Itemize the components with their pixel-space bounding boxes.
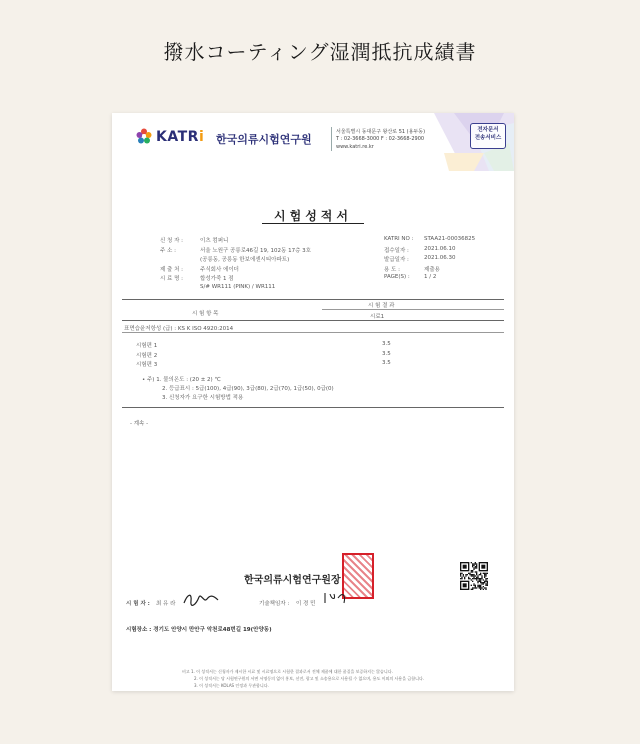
tech-manager-signature — [322, 590, 350, 606]
tech-manager-label: 기술책임자 : — [259, 601, 290, 607]
result-row-label: 시험편 3 — [136, 362, 158, 368]
note-3: 3. 신청자가 요구한 시험방법 적용 — [162, 395, 244, 401]
footnote-3: 3. 이 성적서는 KOLAS 인정과 무관합니다. — [194, 683, 269, 688]
meta-value: 1 / 2 — [424, 274, 437, 280]
address-line: 서울특별시 동대문구 왕산로 51 (용두동) — [336, 129, 426, 135]
test-location: 시험장소 : 경기도 안양시 만안구 악천로48번길 19(안양동) — [126, 627, 272, 633]
result-row-value: 3.5 — [382, 350, 391, 357]
col-test-result: 시 험 결 과 — [368, 303, 395, 309]
meta-value: 2021.06.10 — [424, 245, 456, 252]
institute-director: 한국의류시험연구원장 — [244, 575, 341, 586]
footnote-1: 비고 1. 이 성적서는 신청자가 제시한 시료 및 시료명으로 시험한 결과로서 전체 제품에 대한 품질을 보증하지는 않습니다. — [182, 669, 393, 674]
page-heading: 撥水コーティング湿潤抵抗成績書 — [163, 40, 477, 64]
meta-value: 2021.06.30 — [424, 255, 456, 261]
institute-korean-name: 한국의류시험연구원 — [216, 133, 312, 146]
applicant-value: (공릉동, 공릉동 한보에센시티아파트) — [200, 257, 290, 263]
tester-name: 최 유 라 — [156, 601, 176, 607]
applicant-value: 서울 노원구 공릉로46길 19, 102동 17층 3호 — [200, 247, 311, 254]
tester-signature — [182, 591, 222, 607]
applicant-label: 신 청 자 : — [160, 238, 184, 244]
applicant-label: 제 출 처 : — [160, 266, 184, 273]
meta-label: 발급일자 : — [384, 257, 409, 263]
phone-line: T : 02-3668-3000 F : 02-3668-2900 — [336, 136, 425, 142]
meta-value: 제출용 — [424, 266, 440, 273]
qr-code-icon — [460, 562, 488, 590]
col-sample-1: 시료1 — [370, 314, 385, 320]
meta-label: 용 도 : — [384, 266, 400, 273]
test-name-rule — [122, 332, 504, 333]
meta-label: KATRI NO : — [384, 236, 414, 242]
result-row-label: 시험편 2 — [136, 352, 158, 359]
result-row-value: 3.5 — [382, 360, 391, 366]
note-2: 2. 등급표시 : 5급(100), 4급(90), 3급(80), 2급(70), 1급(50), 0급(0) — [162, 386, 334, 392]
applicant-label: 시 료 명 : — [160, 276, 184, 282]
applicant-value: 주식회사 에이더 — [200, 266, 239, 273]
e-badge-line-1: 전자문서 — [477, 127, 499, 133]
e-document-badge — [470, 123, 506, 149]
meta-label: 접수일자 : — [384, 247, 409, 254]
result-row-value: 3.5 — [382, 341, 391, 347]
e-badge-line-2: 전송서비스 — [474, 135, 502, 141]
continued-mark: - 계속 - — [130, 421, 149, 427]
note-1: • 주) 1. 물의온도 : (20 ± 2) ℃ — [142, 377, 221, 383]
meta-label: PAGE(S) : — [384, 274, 410, 280]
footnote-2: 2. 이 성적서는 당 시험연구원의 서면 서명동의 없이 홍보, 선전, 광고 및 소송용으로 사용될 수 없으며, 용도 이외의 사용을 금합니다. — [194, 676, 425, 681]
applicant-value: 이츠 컴퍼니 — [200, 238, 229, 244]
result-header-rule — [322, 309, 504, 310]
test-method-name: 표면습윤저항성 (급) : KS K ISO 4920:2014 — [124, 326, 234, 332]
katri-flower-logo-icon — [136, 128, 152, 144]
header-divider — [331, 127, 332, 151]
applicant-label: 주 소 : — [160, 247, 176, 254]
katri-brand: KATRi — [156, 129, 205, 145]
applicant-value: 합성가죽 1 점 — [200, 276, 234, 282]
col-test-item: 시 험 항 목 — [192, 311, 219, 317]
table-bottom-rule — [122, 407, 504, 408]
title-underline — [262, 223, 364, 224]
website-line: www.katri.re.kr — [336, 144, 374, 150]
document-title: 시험성적서 — [274, 209, 352, 223]
tech-manager-name: 이 경 민 — [296, 601, 316, 607]
table-top-rule — [122, 299, 504, 300]
meta-value: STAA21-00036825 — [424, 236, 476, 242]
test-report-document — [112, 113, 514, 691]
table-header-rule — [122, 320, 504, 321]
tester-label: 시 험 자 : — [126, 601, 150, 607]
result-row-label: 시험편 1 — [136, 343, 158, 349]
applicant-value: S/# WR111 (PINK) / WR111 — [200, 283, 276, 290]
